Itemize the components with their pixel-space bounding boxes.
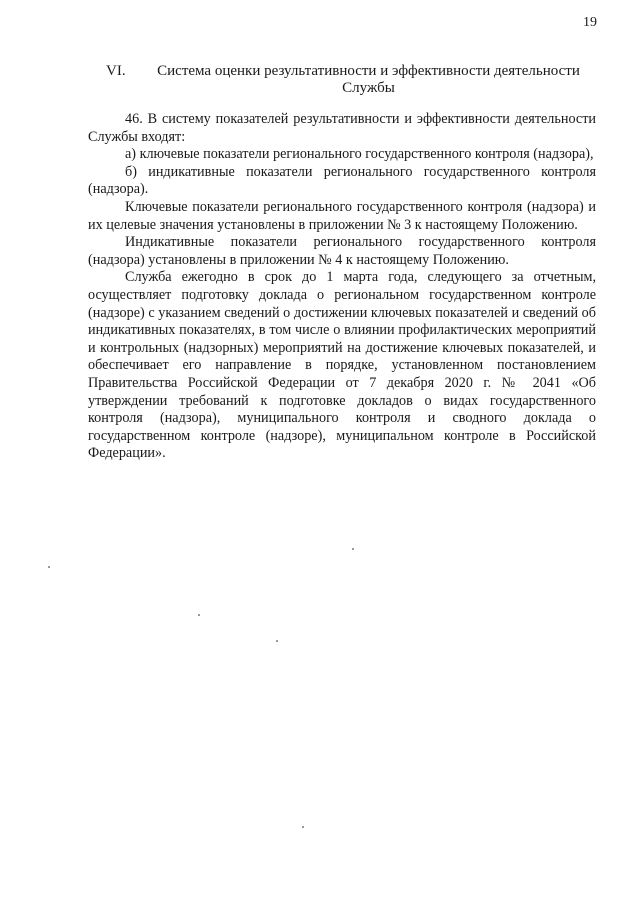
paragraph-indicative-indicators: Индикативные показатели регионального государственного контроля (надзора) установлены в приложении № 4 к настоящему Положению. — [88, 234, 596, 268]
paragraph-key-indicators: Ключевые показатели регионального государственного контроля (надзора) и их целевые значения установлены в приложении № 3 к настоящему Положению. — [88, 198, 596, 233]
paragraph-annual-report: Служба ежегодно в срок до 1 марта года, следующего за отчетным, осуществляет подготовку доклада о региональном государственном контроле (надзоре) с указанием сведений о достижении ключевых показателей и сведений об индикативных показателях, в том числе о влиянии профилактических мероприятий и контрольных (надзорных) мероприятий на достижение ключевых показателей, и обеспечивает его направление в порядке, установленном постановлением Правительства Российской Федерации от 7 декабря 2020 г. № 2041 «Об утверждении требований к подготовке докладов о видах государственного контроля (надзора), муниципального контроля и сводного доклада о государственном контроле (надзоре), муниципальном контроле в Российской Федерации». — [88, 269, 596, 462]
section-heading — [96, 63, 601, 97]
scan-speck — [198, 614, 200, 616]
paragraph-item-a: а) ключевые показатели регионального государственного контроля (надзора), — [125, 146, 594, 163]
scan-speck — [302, 826, 304, 828]
page-number: 19 — [583, 15, 597, 30]
scan-speck — [276, 640, 278, 642]
document-body — [88, 111, 596, 463]
section-number: VI. — [106, 63, 126, 79]
paragraph-46-intro: 46. В систему показателей результативности и эффективности деятельности Службы входят: — [88, 111, 596, 145]
scan-speck — [48, 566, 50, 568]
paragraph-item-b: б) индикативные показатели регионального государственного контроля (надзора). — [88, 163, 596, 198]
section-title: Система оценки результативности и эффективности деятельности Службы — [157, 63, 580, 96]
scan-speck — [352, 548, 354, 550]
